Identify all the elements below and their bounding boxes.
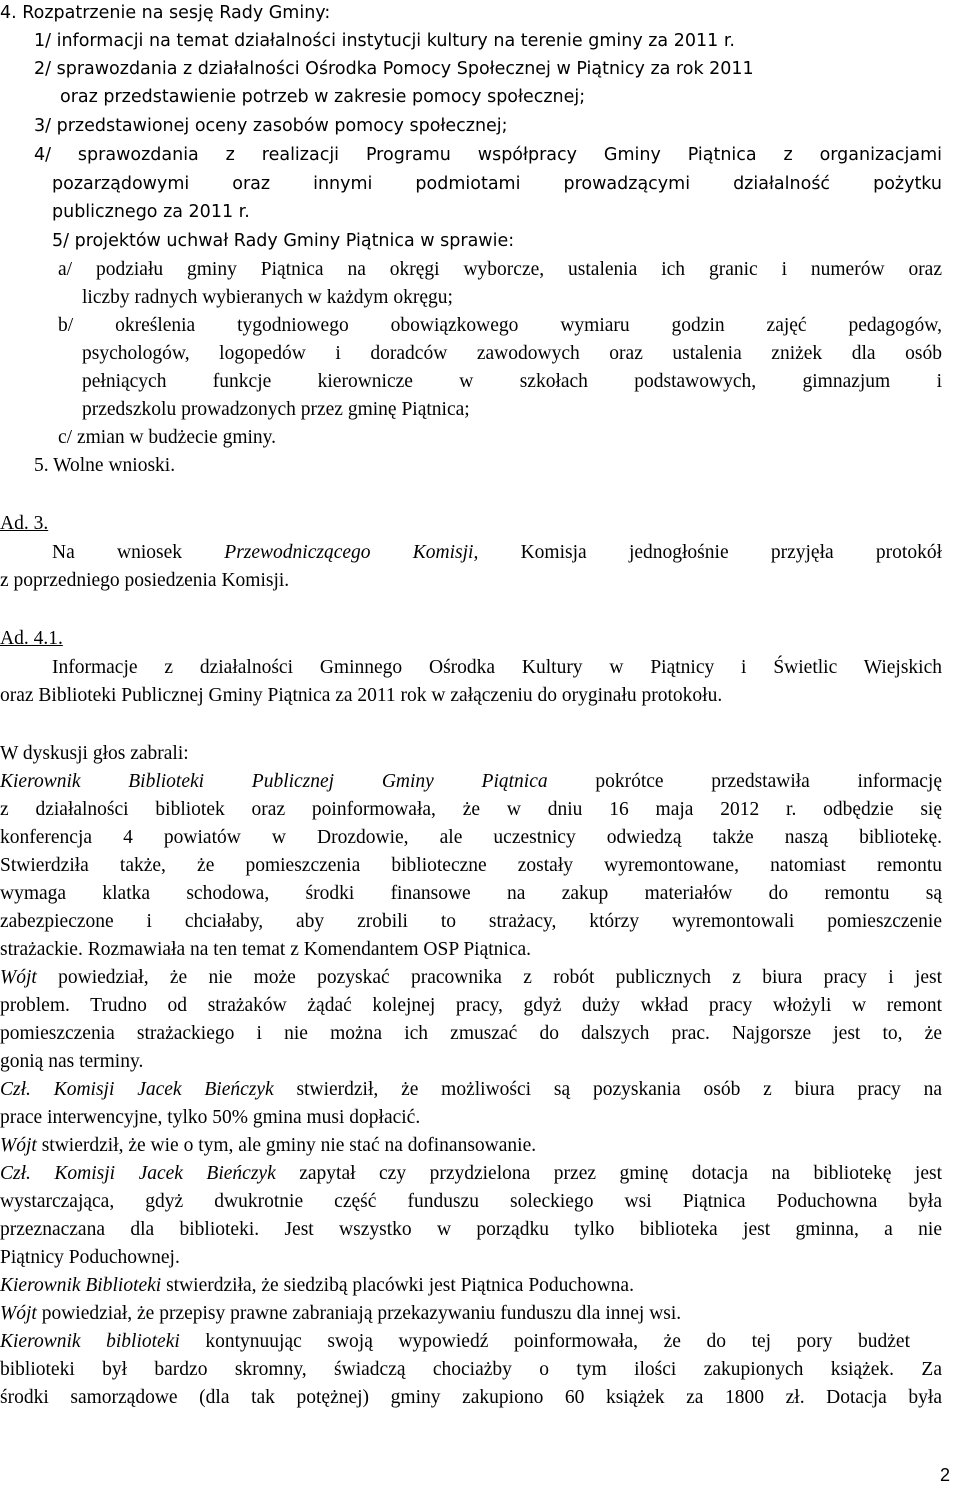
discussion-text: pokrótce przedstawiła informację: [547, 771, 942, 792]
discussion-p1-line6: zabezpieczone i chciałaby, aby zrobili to strażacy, którzy wyremontowali pomieszczenie: [0, 911, 942, 932]
discussion-p3-line2: prace interwencyjne, tylko 50% gmina musi dopłacić.: [0, 1107, 421, 1128]
speaker-wojt: Wójt: [0, 967, 37, 988]
agenda-item-4-heading: 4. Rozpatrzenie na sesję Rady Gminy:: [0, 3, 331, 23]
agenda-item-4-4-line3: publicznego za 2011 r.: [52, 202, 250, 222]
discussion-p2-line2: problem. Trudno od strażaków żądać kolejnej pracy, gdyż duży wkład pracy włożyli w remont: [0, 995, 942, 1016]
ad-4-1-line2: oraz Biblioteki Publicznej Gminy Piątnica za 2011 rok w załączeniu do oryginału protokołu.: [0, 685, 723, 706]
ad-3-line1: [52, 540, 942, 566]
discussion-p7-line1: [0, 1301, 681, 1327]
speaker-librarian: Kierownik biblioteki: [0, 1331, 180, 1352]
discussion-p4-line1: [0, 1133, 536, 1159]
speaker-committee-member: Czł. Komisji Jacek Bieńczyk: [0, 1079, 274, 1100]
discussion-text: stwierdziła, że siedzibą placówki jest Piątnica Poduchowna.: [161, 1275, 634, 1296]
agenda-item-4-2-line2: oraz przedstawienie potrzeb w zakresie pomocy społecznej;: [60, 87, 586, 107]
agenda-item-4-5-b-line4: przedszkolu prowadzonych przez gminę Piątnica;: [82, 399, 470, 420]
speaker-committee-member: Czł. Komisji Jacek Bieńczyk: [0, 1163, 276, 1184]
agenda-item-5: 5. Wolne wnioski.: [34, 455, 176, 476]
discussion-text: powiedział, że nie może pozyskać pracownika z robót publicznych z biura pracy i jest: [36, 967, 942, 988]
discussion-p3-line1: [0, 1077, 942, 1103]
discussion-text: zapytał czy przydzielona przez gminę dotacja na bibliotekę jest: [275, 1163, 942, 1184]
ad-3-speaker: Przewodniczącego Komisji,: [224, 542, 479, 563]
discussion-p1-line3: konferencja 4 powiatów w Drozdowie, ale uczestnicy odwiedzą także naszą bibliotekę.: [0, 827, 942, 848]
discussion-p1-line4: Stwierdziła także, że pomieszczenia biblioteczne zostały wyremontowane, natomiast remontu: [0, 855, 942, 876]
ad-3-text: Na wniosek: [52, 542, 225, 563]
discussion-text: powiedział, że przepisy prawne zabraniają przekazywaniu funduszu dla innej wsi.: [36, 1303, 682, 1324]
discussion-text: stwierdził, że możliwości są pozyskania osób z biura pracy na: [273, 1079, 943, 1100]
agenda-item-4-5-a-line1: a/ podziału gminy Piątnica na okręgi wyborcze, ustalenia ich granic i numerów oraz: [58, 259, 942, 280]
discussion-p8-line2: biblioteki był bardzo skromny, świadczą chociażby o tym ilości zakupionych książek. Za: [0, 1359, 942, 1380]
ad-3-heading: Ad. 3.: [0, 513, 49, 534]
discussion-p2-line4: gonią nas terminy.: [0, 1051, 144, 1072]
discussion-p5-line4: Piątnicy Poduchownej.: [0, 1247, 180, 1268]
ad-3-line2: z poprzedniego posiedzenia Komisji.: [0, 570, 290, 591]
discussion-p1-line5: wymaga klatka schodowa, środki finansowe na zakup materiałów do remontu są: [0, 883, 942, 904]
discussion-p5-line3: przeznaczana dla biblioteki. Jest wszystko w porządku tylko biblioteka jest gminna, a nie: [0, 1219, 942, 1240]
agenda-item-4-4-line1: 4/ sprawozdania z realizacji Programu współpracy Gminy Piątnica z organizacjami: [34, 145, 942, 165]
speaker-librarian: Kierownik Biblioteki: [0, 1275, 162, 1296]
discussion-text: kontynuując swoją wypowiedź poinformowała, że do tej pory budżet: [179, 1331, 911, 1352]
discussion-p5-line2: wystarczająca, gdyż dwukrotnie część funduszu soleckiego wsi Piątnica Poduchowna była: [0, 1191, 942, 1212]
agenda-item-4-5-a-line2: liczby radnych wybieranych w każdym okręgu;: [82, 287, 453, 308]
discussion-p8-line1: [0, 1329, 910, 1355]
discussion-p1-line7: strażackie. Rozmawiała na ten temat z Komendantem OSP Piątnica.: [0, 939, 532, 960]
discussion-p2-line3: pomieszczenia strażackiego i nie można ich zmuszać do dalszych prac. Najgorsze jest to, że: [0, 1023, 942, 1044]
agenda-item-4-2-line1: 2/ sprawozdania z działalności Ośrodka Pomocy Społecznej w Piątnicy za rok 2011: [34, 59, 754, 79]
ad-3-text-cont: Komisja jednogłośnie przyjęła protokół: [478, 542, 943, 563]
speaker-librarian: Kierownik Biblioteki Publicznej Gminy Piątnica: [0, 771, 548, 792]
agenda-item-4-1: 1/ informacji na temat działalności instytucji kultury na terenie gminy za 2011 r.: [34, 31, 735, 51]
discussion-heading: W dyskusji głos zabrali:: [0, 743, 189, 764]
speaker-wojt: Wójt: [0, 1135, 37, 1156]
agenda-item-4-4-line2: pozarządowymi oraz innymi podmiotami prowadzącymi działalność pożytku: [52, 174, 942, 194]
discussion-p2-line1: [0, 965, 942, 991]
speaker-wojt: Wójt: [0, 1303, 37, 1324]
page-number: 2: [940, 1465, 951, 1485]
agenda-item-4-5-c: c/ zmian w budżecie gminy.: [58, 427, 277, 448]
discussion-p8-line3: środki samorządowe (dla tak potężnej) gminy zakupiono 60 książek za 1800 zł. Dotacja była: [0, 1387, 942, 1408]
agenda-item-4-5-b-line2: psychologów, logopedów i doradców zawodowych oraz ustalenia zniżek dla osób: [82, 343, 942, 364]
ad-4-1-line1: Informacje z działalności Gminnego Ośrodka Kultury w Piątnicy i Świetlic Wiejskich: [52, 657, 942, 678]
discussion-p1-line2: z działalności bibliotek oraz poinformowała, że w dniu 16 maja 2012 r. odbędzie się: [0, 799, 942, 820]
agenda-item-4-5-b-line3: pełniących funkcje kierownicze w szkołach podstawowych, gimnazjum i: [82, 371, 942, 392]
discussion-p6-line1: [0, 1273, 634, 1299]
discussion-p5-line1: [0, 1161, 942, 1187]
agenda-item-4-5-heading: 5/ projektów uchwał Rady Gminy Piątnica w sprawie:: [52, 231, 515, 251]
agenda-item-4-3: 3/ przedstawionej oceny zasobów pomocy społecznej;: [34, 116, 508, 136]
ad-4-1-heading: Ad. 4.1.: [0, 628, 63, 649]
discussion-text: stwierdził, że wie o tym, ale gminy nie stać na dofinansowanie.: [36, 1135, 537, 1156]
discussion-p1-line1: [0, 769, 942, 795]
agenda-item-4-5-b-line1: b/ określenia tygodniowego obowiązkowego wymiaru godzin zajęć pedagogów,: [58, 315, 942, 336]
